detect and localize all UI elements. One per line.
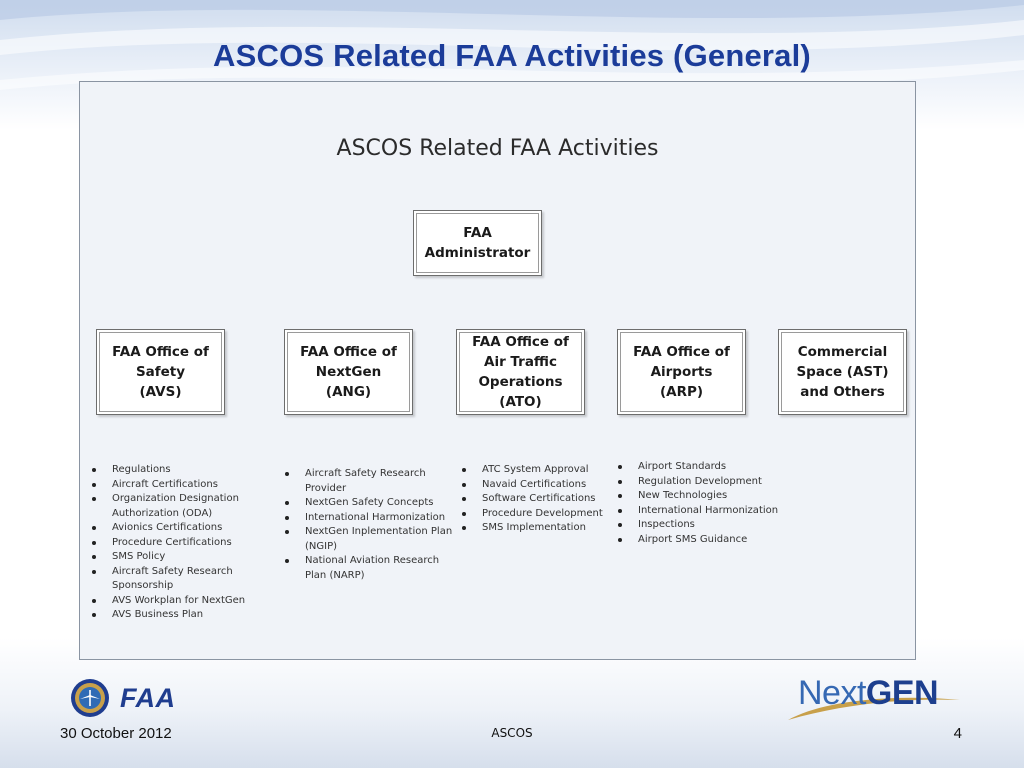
nextgen-logo-next: Next bbox=[798, 674, 866, 712]
list-item: SMS Implementation bbox=[460, 521, 610, 536]
activities-list-avs bbox=[90, 463, 260, 623]
list-item: Navaid Certifications bbox=[460, 478, 610, 493]
activities-list-arp bbox=[616, 460, 796, 547]
nextgen-logo bbox=[784, 670, 976, 724]
list-item: Aircraft Safety Research Sponsorship bbox=[90, 565, 260, 594]
list-item: ATC System Approval bbox=[460, 463, 610, 478]
list-item: Airport SMS Guidance bbox=[616, 533, 796, 548]
list-item: Procedure Certifications bbox=[90, 536, 260, 551]
office-box-ang: FAA Office of NextGen (ANG) bbox=[284, 329, 413, 415]
office-box-arp: FAA Office of Airports (ARP) bbox=[617, 329, 746, 415]
list-item: Procedure Development bbox=[460, 507, 610, 522]
list-item: SMS Policy bbox=[90, 550, 260, 565]
footer-center-label: ASCOS bbox=[491, 726, 533, 740]
list-item: Inspections bbox=[616, 518, 796, 533]
office-box-avs: FAA Office of Safety (AVS) bbox=[96, 329, 225, 415]
slide-title: ASCOS Related FAA Activities (General) bbox=[213, 38, 811, 73]
list-item: New Technologies bbox=[616, 489, 796, 504]
list-item: International Harmonization bbox=[283, 511, 453, 526]
list-item: Organization Designation Authorization (ODA) bbox=[90, 492, 260, 521]
activities-list-ato bbox=[460, 463, 610, 536]
footer-date: 30 October 2012 bbox=[60, 725, 172, 742]
list-item: Aircraft Safety Research Provider bbox=[283, 467, 453, 496]
list-item: NextGen Inplementation Plan (NGIP) bbox=[283, 525, 453, 554]
nextgen-logo-gen: GEN bbox=[865, 674, 939, 712]
diagram-title: ASCOS Related FAA Activities bbox=[336, 136, 659, 161]
list-item: AVS Business Plan bbox=[90, 608, 260, 623]
faa-administrator-box: FAA Administrator bbox=[413, 210, 542, 276]
page-number: 4 bbox=[953, 725, 962, 742]
list-item: Aircraft Certifications bbox=[90, 478, 260, 493]
org-chart-diagram bbox=[79, 81, 916, 660]
list-item: Regulations bbox=[90, 463, 260, 478]
list-item: AVS Workplan for NextGen bbox=[90, 594, 260, 609]
office-box-ast: Commercial Space (AST) and Others bbox=[778, 329, 907, 415]
list-item: NextGen Safety Concepts bbox=[283, 496, 453, 511]
list-item: National Aviation Research Plan (NARP) bbox=[283, 554, 453, 583]
list-item: Software Certifications bbox=[460, 492, 610, 507]
list-item: Airport Standards bbox=[616, 460, 796, 475]
list-item: Avionics Certifications bbox=[90, 521, 260, 536]
list-item: Regulation Development bbox=[616, 475, 796, 490]
nextgen-logo-text bbox=[798, 674, 938, 713]
office-box-ato: FAA Office of Air Traffic Operations (ATO) bbox=[456, 329, 585, 415]
list-item: International Harmonization bbox=[616, 504, 796, 519]
faa-logo-text: FAA bbox=[120, 682, 176, 713]
activities-list-ang bbox=[283, 467, 453, 583]
faa-logo bbox=[70, 677, 200, 719]
faa-seal-icon bbox=[70, 678, 110, 718]
